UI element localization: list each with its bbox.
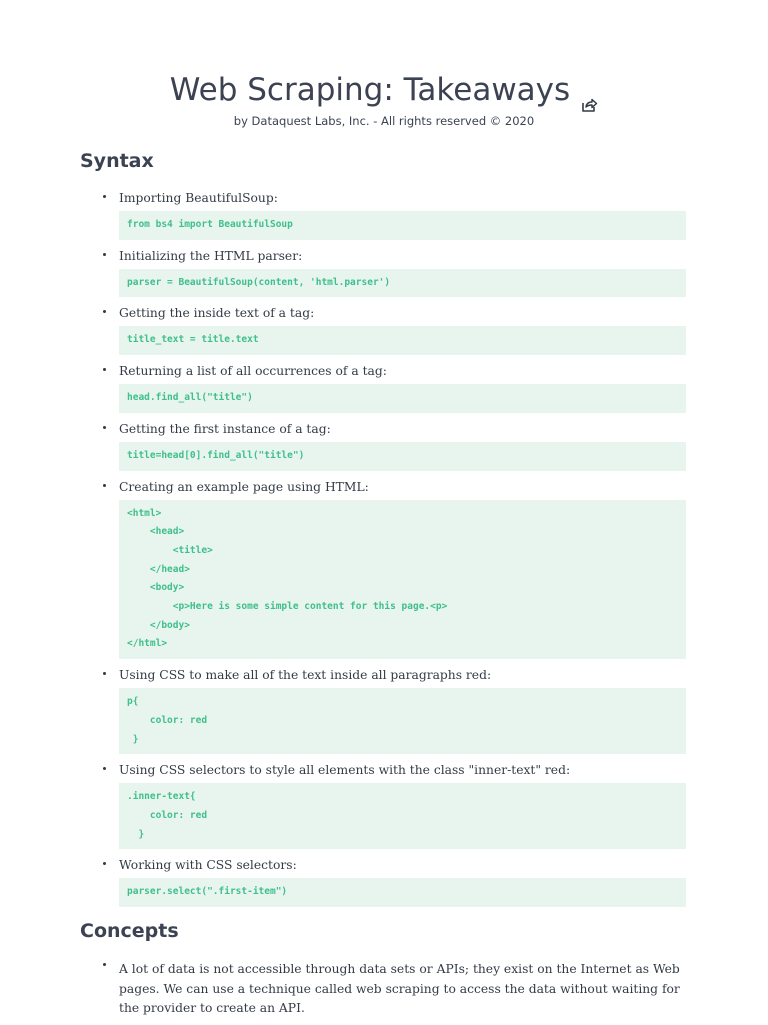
concepts-list <box>100 958 686 1025</box>
code-block: title=head[0].find_all("title") <box>119 442 686 471</box>
code-block: parser = BeautifulSoup(content, 'html.parser') <box>119 269 686 298</box>
code-block: head.find_all("title") <box>119 384 686 413</box>
list-item-text: Using CSS to make all of the text inside all paragraphs red: <box>119 668 492 683</box>
bullet-icon <box>103 963 106 966</box>
code-block: parser.select(".first-item") <box>119 878 686 907</box>
bullet-icon <box>103 767 106 770</box>
list-item <box>100 857 686 907</box>
list-item <box>100 958 686 1017</box>
list-item-text: Working with CSS selectors: <box>119 858 297 873</box>
code-block: p{ color: red } <box>119 688 686 754</box>
code-block: from bs4 import BeautifulSoup <box>119 211 686 240</box>
list-item-text: Getting the inside text of a tag: <box>119 306 315 321</box>
bullet-icon <box>103 862 106 865</box>
list-item <box>100 762 686 849</box>
list-item-text: Using CSS selectors to style all elements with the class "inner-text" red: <box>119 763 571 778</box>
list-item-text: Getting the first instance of a tag: <box>119 421 331 436</box>
list-item-text: Creating an example page using HTML: <box>119 479 369 494</box>
code-block: title_text = title.text <box>119 326 686 355</box>
concepts-heading: Concepts <box>80 920 179 942</box>
bullet-icon <box>103 484 106 487</box>
list-item <box>100 190 686 240</box>
bullet-icon <box>103 426 106 429</box>
code-block: <html> <head> <title> </head> <body> <p>Here is some simple content for this page.<p> </body> </html> <box>119 500 686 660</box>
bullet-icon <box>103 368 106 371</box>
code-block: .inner-text{ color: red } <box>119 783 686 849</box>
list-item <box>100 363 686 413</box>
share-icon[interactable] <box>580 84 598 102</box>
list-item-text: A lot of data is not accessible through data sets or APIs; they exist on the Internet as Web pages. We can use a technique called web scraping to access the data without waiting for the provider to create an API. <box>119 962 680 1015</box>
list-item <box>100 421 686 471</box>
syntax-heading: Syntax <box>80 150 154 172</box>
bullet-icon <box>103 672 106 675</box>
page-header <box>0 70 768 128</box>
list-item <box>100 479 686 660</box>
list-item <box>100 667 686 754</box>
list-item <box>100 305 686 355</box>
list-item-text: Importing BeautifulSoup: <box>119 191 278 205</box>
page-subtitle: by Dataquest Labs, Inc. - All rights reserved © 2020 <box>233 114 535 128</box>
list-item-text: Initializing the HTML parser: <box>119 248 303 263</box>
bullet-icon <box>103 195 106 198</box>
page-title-row <box>170 70 598 110</box>
syntax-list <box>100 190 686 915</box>
list-item-text: Returning a list of all occurrences of a tag: <box>119 364 387 379</box>
list-item <box>100 248 686 298</box>
bullet-icon <box>103 253 106 256</box>
page-title: Web Scraping: Takeaways <box>169 72 571 108</box>
bullet-icon <box>103 310 106 313</box>
